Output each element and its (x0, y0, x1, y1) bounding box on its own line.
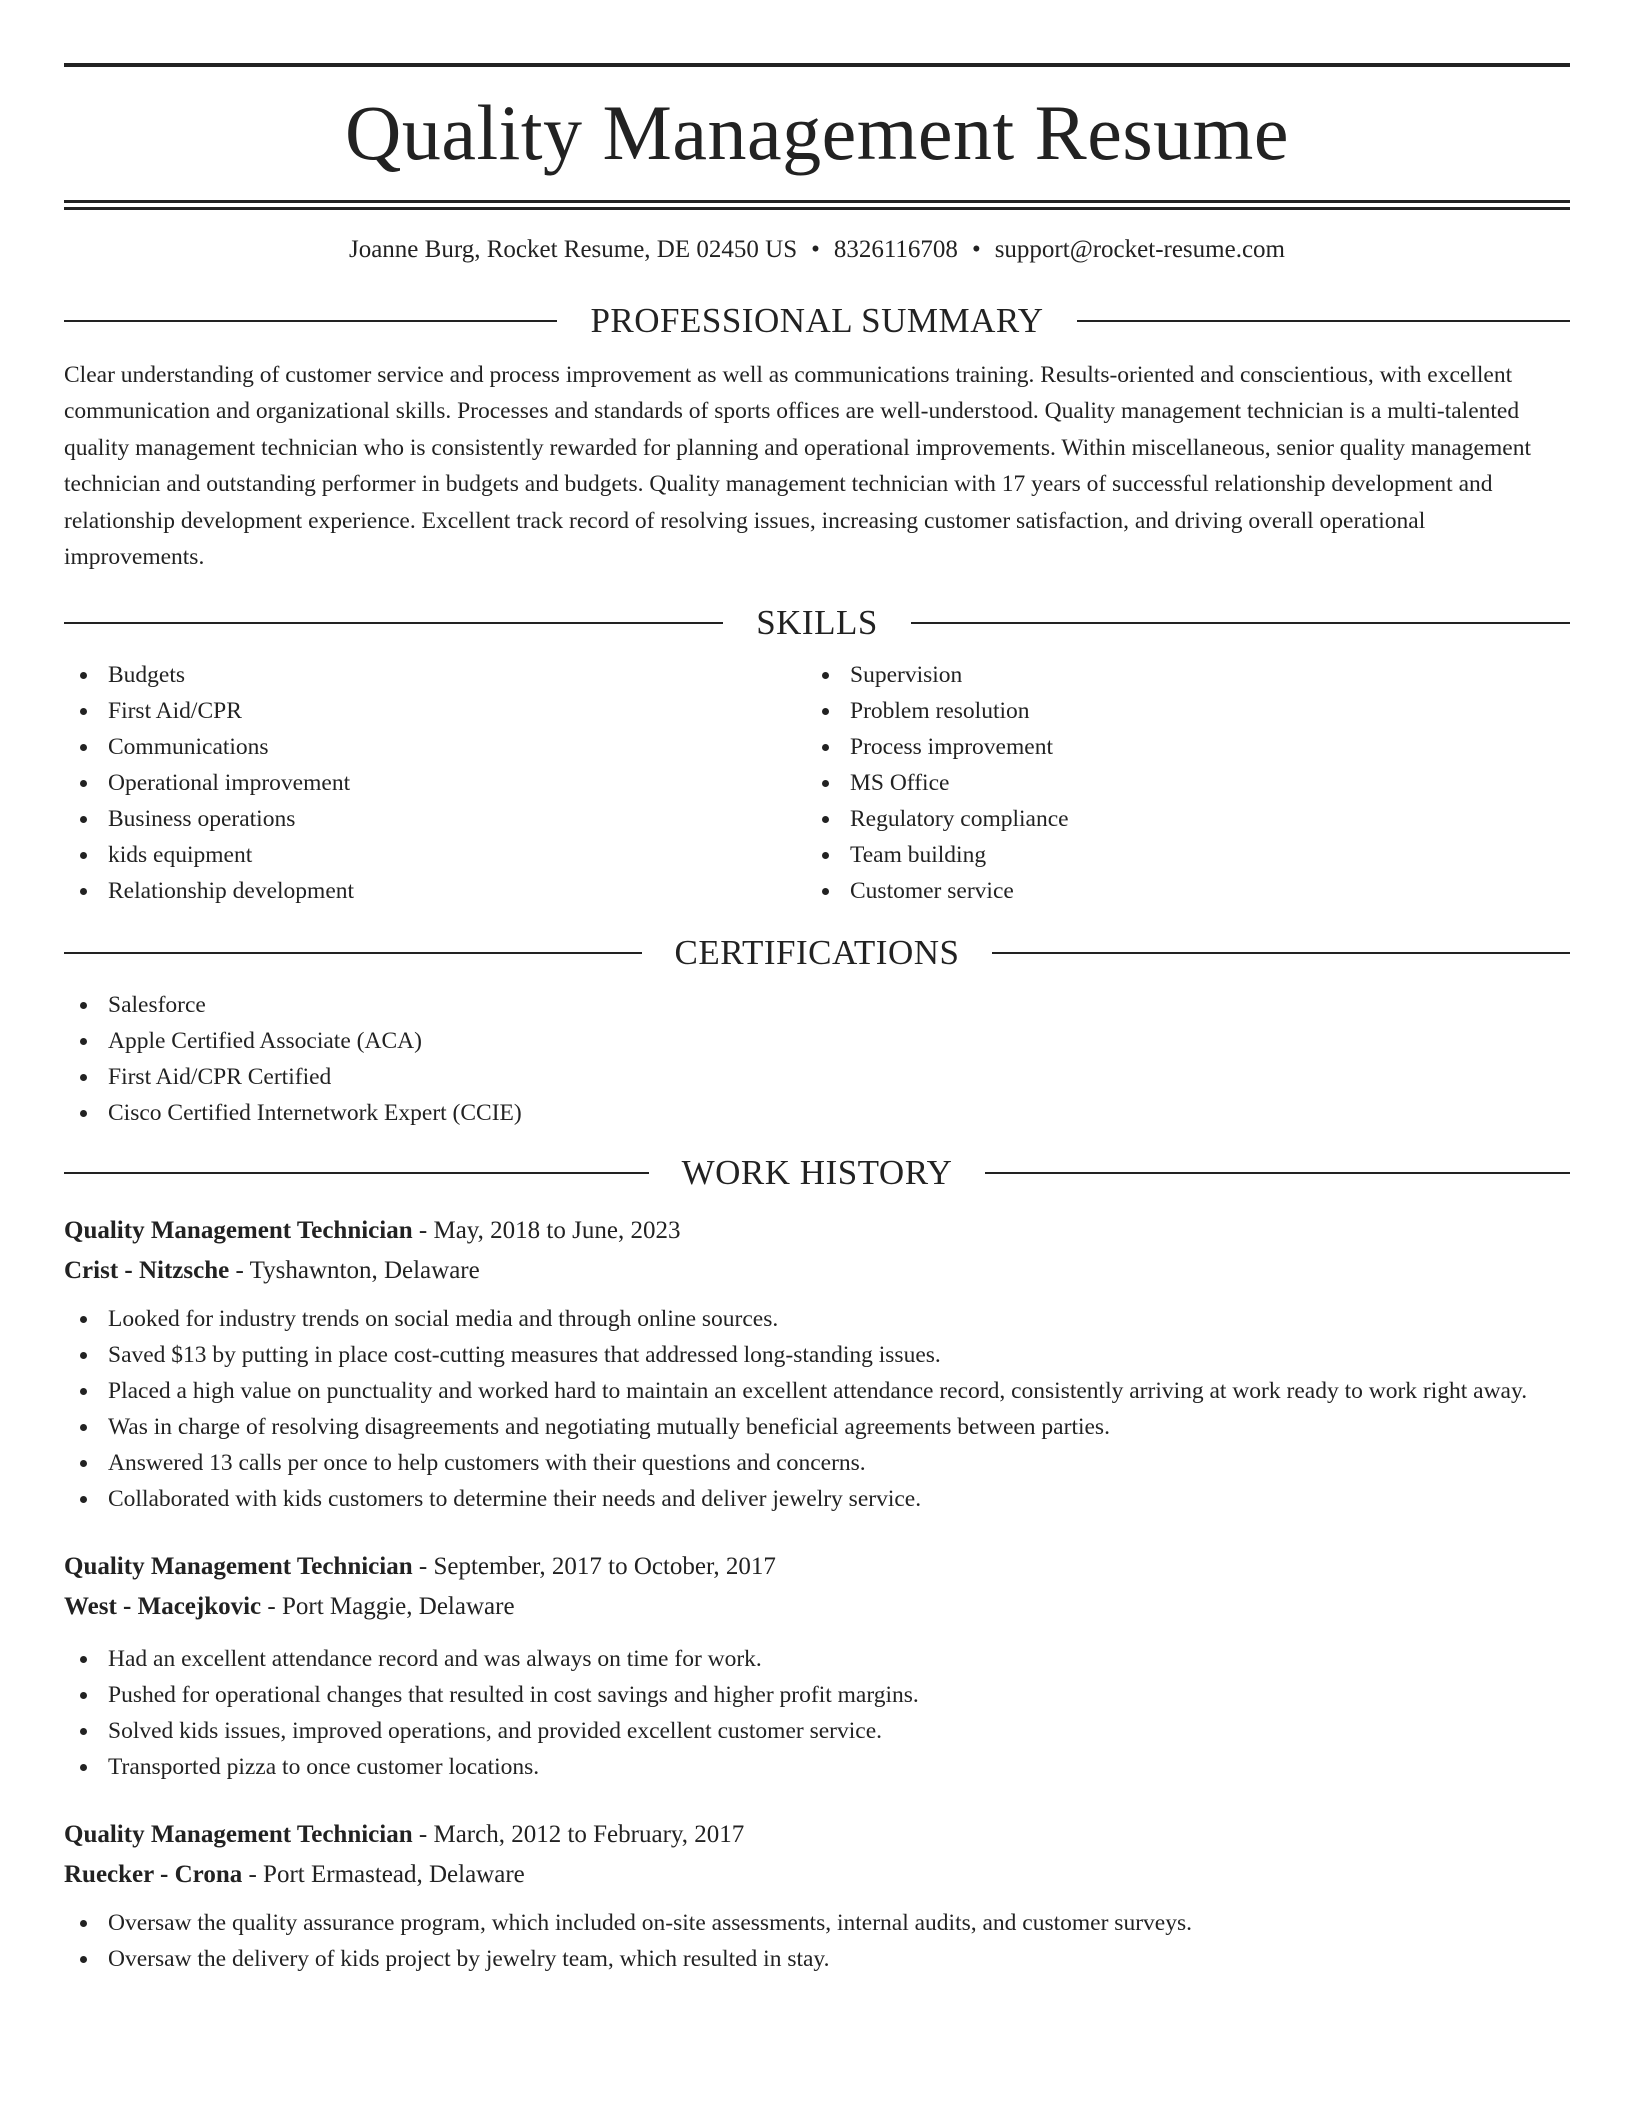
job-location: - Tyshawnton, Delaware (229, 1257, 480, 1285)
job-bullet: Transported pizza to once customer locations. (64, 1749, 1570, 1785)
skill-item: Customer service (806, 873, 1548, 909)
section-title: PROFESSIONAL SUMMARY (590, 301, 1044, 340)
skills-list-left (64, 657, 806, 909)
job-bullets (64, 1301, 1570, 1517)
heading-rule-left (64, 952, 642, 954)
job-company: Ruecker - Crona (64, 1861, 243, 1889)
job-bullet: Had an excellent attendance record and was always on time for work. (64, 1641, 1570, 1677)
job-company-line (64, 1587, 1570, 1627)
heading-rule-right (911, 622, 1570, 624)
heading-rule-right (1077, 320, 1570, 322)
skill-item: kids equipment (64, 837, 806, 873)
job-title: Quality Management Technician (64, 1553, 413, 1581)
contact-separator: • (971, 236, 981, 263)
resume-page (64, 0, 1570, 1977)
job-bullet: Collaborated with kids customers to determine their needs and deliver jewelry service. (64, 1481, 1570, 1517)
job-bullet: Oversaw the quality assurance program, which included on-site assessments, internal audits, and customer surveys. (64, 1905, 1570, 1941)
job-bullet: Was in charge of resolving disagreements and negotiating mutually beneficial agreements between parties. (64, 1409, 1570, 1445)
skills-list-right (806, 657, 1548, 909)
job-title-line (64, 1211, 1570, 1251)
skill-item: Problem resolution (806, 693, 1548, 729)
job-bullet: Pushed for operational changes that resulted in cost savings and higher profit margins. (64, 1677, 1570, 1713)
job-title-line (64, 1815, 1570, 1855)
job-entry (64, 1815, 1570, 1977)
certifications-list (64, 987, 1570, 1131)
skill-item: Budgets (64, 657, 806, 693)
job-bullet: Placed a high value on punctuality and worked hard to maintain an excellent attendance record, consistently arriving at work ready to work right away. (64, 1373, 1570, 1409)
job-dates: - September, 2017 to October, 2017 (412, 1553, 776, 1581)
job-title: Quality Management Technician (64, 1821, 413, 1849)
job-company: West - Macejkovic (64, 1593, 262, 1621)
skills-grid (64, 657, 1570, 909)
certification-item: Apple Certified Associate (ACA) (64, 1023, 1570, 1059)
job-bullet: Looked for industry trends on social media and through online sources. (64, 1301, 1570, 1337)
job-entry (64, 1211, 1570, 1517)
certification-item: Salesforce (64, 987, 1570, 1023)
contact-separator: • (811, 236, 820, 263)
job-company-line (64, 1251, 1570, 1291)
job-entry (64, 1547, 1570, 1785)
skill-item: MS Office (806, 765, 1548, 801)
double-rule (64, 200, 1570, 210)
job-bullets (64, 1641, 1570, 1785)
heading-rule-right (985, 1172, 1570, 1174)
job-bullets (64, 1905, 1570, 1977)
skill-item: Regulatory compliance (806, 801, 1548, 837)
skill-item: Supervision (806, 657, 1548, 693)
job-dates: - May, 2018 to June, 2023 (412, 1217, 681, 1245)
skill-item: Communications (64, 729, 806, 765)
job-company-line (64, 1855, 1570, 1895)
contact-line (64, 234, 1570, 266)
job-location: - Port Ermastead, Delaware (242, 1861, 525, 1889)
job-location: - Port Maggie, Delaware (261, 1593, 515, 1621)
skill-item: Operational improvement (64, 765, 806, 801)
contact-email[interactable]: support@rocket-resume.com (994, 236, 1285, 263)
skill-item: Team building (806, 837, 1548, 873)
skill-item: Business operations (64, 801, 806, 837)
heading-rule-right (992, 952, 1570, 954)
job-bullet: Solved kids issues, improved operations, and provided excellent customer service. (64, 1713, 1570, 1749)
contact-address: Joanne Burg, Rocket Resume, DE 02450 US (348, 236, 798, 263)
certification-item: Cisco Certified Internetwork Expert (CCIE) (64, 1095, 1570, 1131)
section-title: WORK HISTORY (681, 1153, 953, 1193)
section-heading-summary (64, 299, 1570, 343)
job-title-line (64, 1547, 1570, 1587)
section-title: SKILLS (756, 603, 878, 643)
job-company: Crist - Nitzsche (64, 1257, 230, 1285)
resume-title: Quality Management Resume (345, 89, 1289, 176)
certification-item: First Aid/CPR Certified (64, 1059, 1570, 1095)
section-heading-work-history (64, 1151, 1570, 1195)
heading-rule-left (64, 320, 557, 322)
skill-item: First Aid/CPR (64, 693, 806, 729)
skill-item: Relationship development (64, 873, 806, 909)
job-bullet: Answered 13 calls per once to help customers with their questions and concerns. (64, 1445, 1570, 1481)
job-title: Quality Management Technician (64, 1217, 413, 1245)
contact-phone: 8326116708 (833, 236, 958, 263)
job-bullet: Oversaw the delivery of kids project by jewelry team, which resulted in stay. (64, 1941, 1570, 1977)
section-title: CERTIFICATIONS (674, 933, 960, 973)
job-dates: - March, 2012 to February, 2017 (412, 1821, 745, 1849)
top-rule (64, 63, 1570, 67)
section-heading-skills (64, 601, 1570, 645)
summary-text: Clear understanding of customer service and process improvement as well as communications training. Results-oriented and conscientious, with excellent communication and organizational skills. Processes and standards of sports offices are well-understood. Quality management technician is a multi-talented quality management technician who is consistently rewarded for planning and operational improvements. Within miscellaneous, senior quality management technician and outstanding performer in budgets and budgets. Quality management technician with 17 years of successful relationship development and relationship development experience. Excellent track record of resolving issues, increasing customer satisfaction, and driving overall operational improvements. (64, 362, 1531, 571)
heading-rule-left (64, 622, 723, 624)
skill-item: Process improvement (806, 729, 1548, 765)
section-heading-certifications (64, 931, 1570, 975)
heading-rule-left (64, 1172, 649, 1174)
job-bullet: Saved $13 by putting in place cost-cutting measures that addressed long-standing issues. (64, 1337, 1570, 1373)
